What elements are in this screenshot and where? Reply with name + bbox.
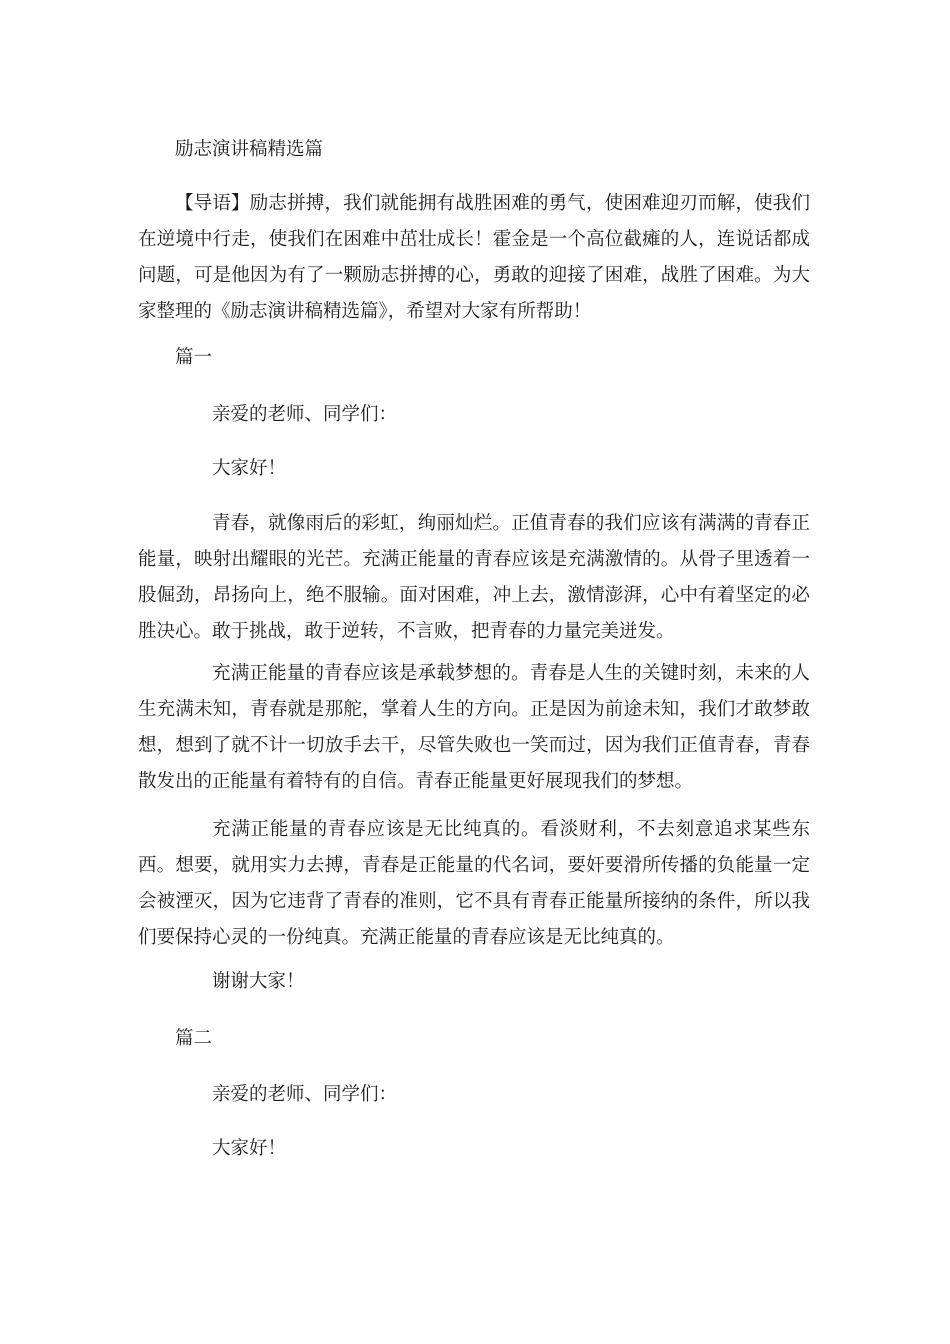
body-paragraph: 充满正能量的青春应该是无比纯真的。看淡财利，不去刻意追求某些东西。想要，就用实力去搏，青春是正能量的代名词，要奸要滑所传播的负能量一定会被湮灭，因为它违背了青春的准则，它不具有青春正能量所接纳的条件，所以我们要保持心灵的一份纯真。充满正能量的青春应该是无比纯真的。 — [138, 819, 810, 948]
greeting: 大家好！ — [212, 458, 287, 479]
section-heading: 篇二 — [175, 1028, 213, 1049]
salutation: 亲爱的老师、同学们： — [212, 404, 398, 425]
body-paragraph: 青春，就像雨后的彩虹，绚丽灿烂。正值青春的我们应该有满满的青春正能量，映射出耀眼的光芒。充满正能量的青春应该是充满激情的。从骨子里透着一股倔劲，昂扬向上，绝不服输。面对困难，冲上去，激情澎湃，心中有着坚定的必胜决心。敢于挑战，敢于逆转，不言败，把青春的力量完美迸发。 — [138, 513, 810, 642]
closing: 谢谢大家！ — [212, 971, 305, 992]
greeting: 大家好！ — [212, 1138, 287, 1159]
intro-paragraph: 【导语】励志拼搏，我们就能拥有战胜困难的勇气，使困难迎刃而解，使我们在逆境中行走，使我们在困难中茁壮成长！霍金是一个高位截瘫的人，连说话都成问题，可是他因为有了一颗励志拼搏的心，勇敢的迎接了困难，战胜了困难。为大家整理的《励志演讲稿精选篇》，希望对大家有所帮助！ — [138, 193, 810, 322]
section-heading: 篇一 — [175, 347, 213, 368]
salutation: 亲爱的老师、同学们： — [212, 1084, 398, 1105]
document-title: 励志演讲稿精选篇 — [175, 139, 324, 160]
body-paragraph: 充满正能量的青春应该是承载梦想的。青春是人生的关键时刻，未来的人生充满未知，青春就是那舵，掌着人生的方向。正是因为前途未知，我们才敢梦敢想，想到了就不计一切放手去干，尽管失败也一笑而过，因为我们正值青春，青春散发出的正能量有着特有的自信。青春正能量更好展现我们的梦想。 — [138, 663, 810, 792]
